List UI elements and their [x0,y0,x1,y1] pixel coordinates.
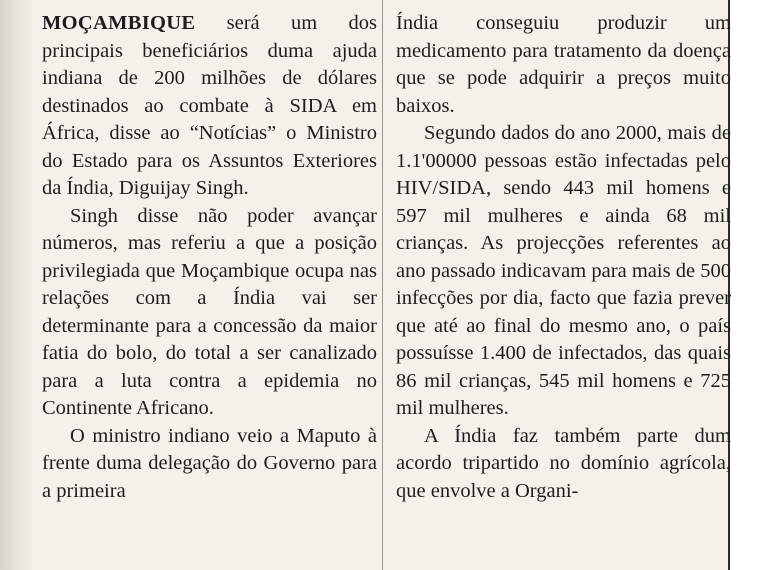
lead-word: MOÇAMBIQUE [42,12,196,34]
paragraph: O ministro indiano veio a Maputo à frente duma delegação do Governo para a primeira [42,424,377,502]
paragraph: Singh disse não poder avançar números, mas referiu a que a posição privilegiada que Moçambique ocupa nas relações com a Índia vai ser determinante para a concessão da maior fatia do bolo, do total a ser canalizado para a luta contra a epidemia no Continente Africano. [42,204,377,419]
scan-right-margin [730,0,770,570]
paragraph-text: será um dos principais beneficiários duma ajuda indiana de 200 milhões de dólares destinados ao combate à SIDA em África, disse ao “Notícias” o Ministro do Estado para os Assuntos Exteriores da Índia, Diguijay Singh. [42,12,377,199]
article-left-column [42,10,377,505]
paragraph-lead [42,10,377,203]
paragraph: Índia conseguiu produzir um medicamento para tratamento da doença que se pode adquirir a preços muito baixos. [396,12,731,117]
paragraph: Segundo dados do ano 2000, mais de 1.1'00000 pessoas estão infectadas pelo HIV/SIDA, sendo 443 mil homens e 597 mil mulheres e ainda 68 mil crianças. As projecções referentes ao ano passado indicavam para mais de 500 infecções por dia, facto que fazia prever que até ao final do mesmo ano, o país possuísse 1.400 de infectados, das quais 86 mil crianças, 545 mil homens e 725 mil mulheres. [396,122,731,419]
column-divider [382,0,383,570]
paragraph: A Índia faz também parte dum acordo tripartido no domínio agrícola, que envolve a Organi- [396,424,731,502]
scan-left-edge [0,0,36,570]
article-right-column [396,10,731,505]
